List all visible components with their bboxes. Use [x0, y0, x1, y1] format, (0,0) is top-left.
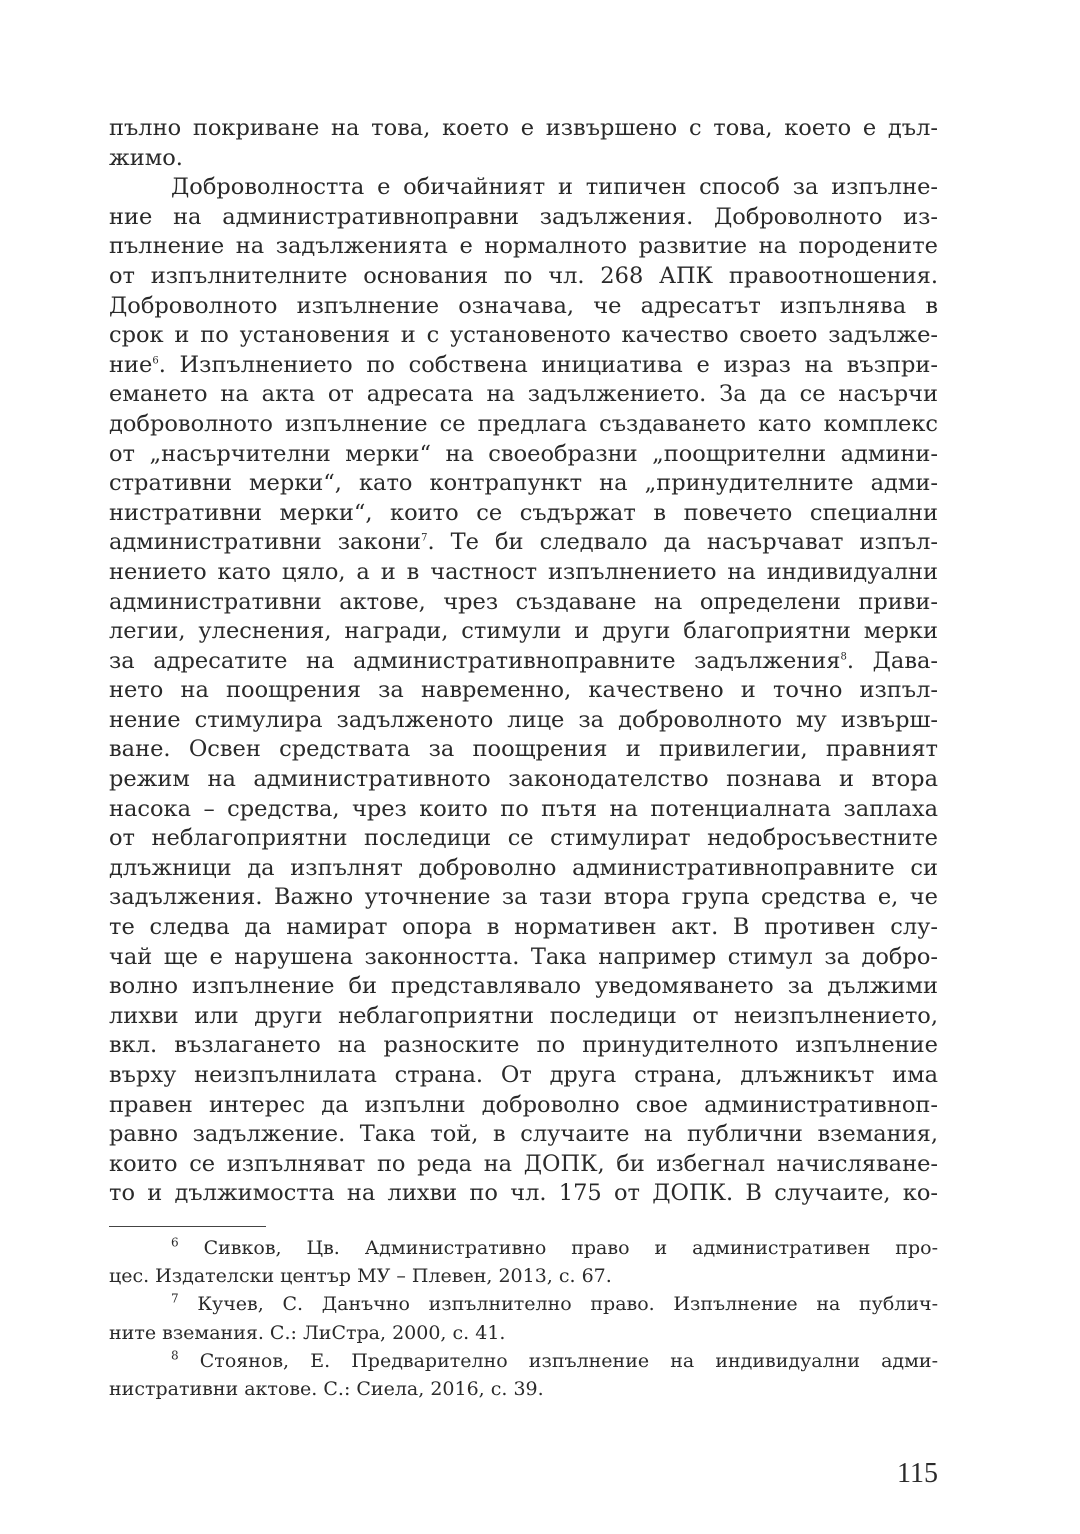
text-segment: за адресатите на административноправните задължения	[109, 647, 841, 674]
text-line: които се изпълняват по реда на ДОПК, би избегнал начисляване-	[109, 1150, 938, 1177]
text-line: от „насърчителни мерки“ на своеобразни „поощрителни админи-	[109, 440, 938, 467]
text-line: вкл. възлагането на разноските по принудителното изпълнение	[109, 1032, 938, 1059]
text-line: задължения. Важно уточнение за тази втора група средства е, че	[109, 884, 938, 911]
text-line: насока – средства, чрез които по пътя на потенциалната заплаха	[109, 795, 938, 822]
footnote-number: 8	[171, 1348, 179, 1363]
body-text	[109, 114, 938, 1209]
text-line: стративни мерки“, като контрапункт на „принудителните адми-	[109, 470, 938, 497]
text-line: те следва да намират опора в нормативен акт. В противен слу-	[109, 914, 938, 941]
footnote-8	[109, 1347, 938, 1375]
footnote-7	[109, 1290, 938, 1318]
footnote-text: Сивков, Цв. Административно право и административен про-	[203, 1237, 938, 1259]
text-line: правен интерес да изпълни доброволно свое административноп-	[109, 1091, 938, 1118]
text-line: административни актове, чрез създаване на определени приви-	[109, 588, 938, 615]
text-line	[109, 351, 938, 381]
text-line: от неблагоприятни последици се стимулират недобросъвестните	[109, 825, 938, 852]
footnote-number: 6	[171, 1235, 179, 1250]
text-line: чай ще е нарушена законността. Така например стимул за добро-	[109, 943, 938, 970]
footnotes	[109, 1234, 938, 1403]
text-line: нението като цяло, а и в частност изпълнението на индивидуални	[109, 558, 938, 585]
text-line: срок и по установения и с установеното качество своето задълже-	[109, 322, 938, 349]
text-line: ние на административноправни задължения. Доброволното из-	[109, 203, 938, 230]
text-segment: ние	[109, 351, 153, 378]
text-segment: . Изпълнението по собствена инициатива е израз на възпри-	[158, 351, 938, 378]
footnote-ref-6[interactable]: 6	[152, 355, 159, 367]
footnote-separator	[109, 1226, 266, 1227]
text-line: доброволното изпълнение се предлага създаването като комплекс	[109, 410, 938, 437]
text-line: ване. Освен средствата за поощрения и привилегии, правният	[109, 736, 938, 763]
text-segment: . Те би следвало да насърчават изпъл-	[427, 529, 938, 556]
text-line: нето на поощрения за навременно, качествено и точно изпъл-	[109, 677, 938, 704]
text-line: лихви или други неблагоприятни последици от неизпълнението,	[109, 1002, 938, 1029]
text-line: волно изпълнение би представлявало уведомяването за дължими	[109, 973, 938, 1000]
text-line: върху неизпълнилата страна. От друга страна, длъжникът има	[109, 1062, 938, 1088]
text-line: длъжници да изпълнят доброволно административноправните си	[109, 854, 938, 881]
text-segment: . Дава-	[846, 647, 938, 674]
text-line	[109, 528, 938, 558]
text-line: пълно покриване на това, което е извършено с това, което е дъл-	[109, 115, 938, 141]
footnote-8-cont: нистративни актове. С.: Сиела, 2016, с. 39.	[109, 1377, 544, 1400]
text-line: от изпълнителните основания по чл. 268 АПК правоотношения.	[109, 262, 938, 289]
text-line: режим на административното законодателство познава и втора	[109, 766, 938, 793]
text-line: то и дължимостта на лихви по чл. 175 от ДОПК. В случаите, ко-	[109, 1180, 938, 1207]
text-line: пълнение на задълженията е нормалното развитие на породените	[109, 233, 938, 260]
text-line: нистративни мерки“, които се съдържат в повечето специални	[109, 499, 938, 526]
text-line: Доброволното изпълнение означава, че адресатът изпълнява в	[109, 292, 938, 319]
footnote-number: 7	[171, 1292, 179, 1307]
text-line: жимо.	[109, 144, 183, 171]
footnote-6	[109, 1234, 938, 1262]
footnote-text: Стоянов, Е. Предварително изпълнение на индивидуални адми-	[199, 1349, 938, 1372]
text-line: Доброволността е обичайният и типичен способ за изпълне-	[171, 174, 938, 201]
text-line: равно задължение. Така той, в случаите на публични вземания,	[109, 1121, 938, 1148]
text-line	[109, 647, 938, 677]
footnote-7-cont: ните вземания. С.: ЛиСтра, 2000, с. 41.	[109, 1321, 506, 1344]
footnote-ref-7[interactable]: 7	[421, 532, 428, 544]
text-line: нение стимулира задълженото лице за доброволното му извърш-	[109, 706, 938, 733]
text-segment: административни закони	[109, 529, 422, 556]
footnote-text: Кучев, С. Данъчно изпълнително право. Изпълнение на публич-	[197, 1293, 938, 1316]
footnote-6-cont: цес. Издателски център МУ – Плевен, 2013, с. 67.	[109, 1265, 612, 1288]
page-number: 115	[897, 1458, 938, 1489]
text-line: легии, улеснения, награди, стимули и други благоприятни мерки	[109, 618, 938, 645]
footnote-ref-8[interactable]: 8	[840, 651, 847, 663]
text-line: емането на акта от адресата на задължението. За да се насърчи	[109, 381, 938, 408]
